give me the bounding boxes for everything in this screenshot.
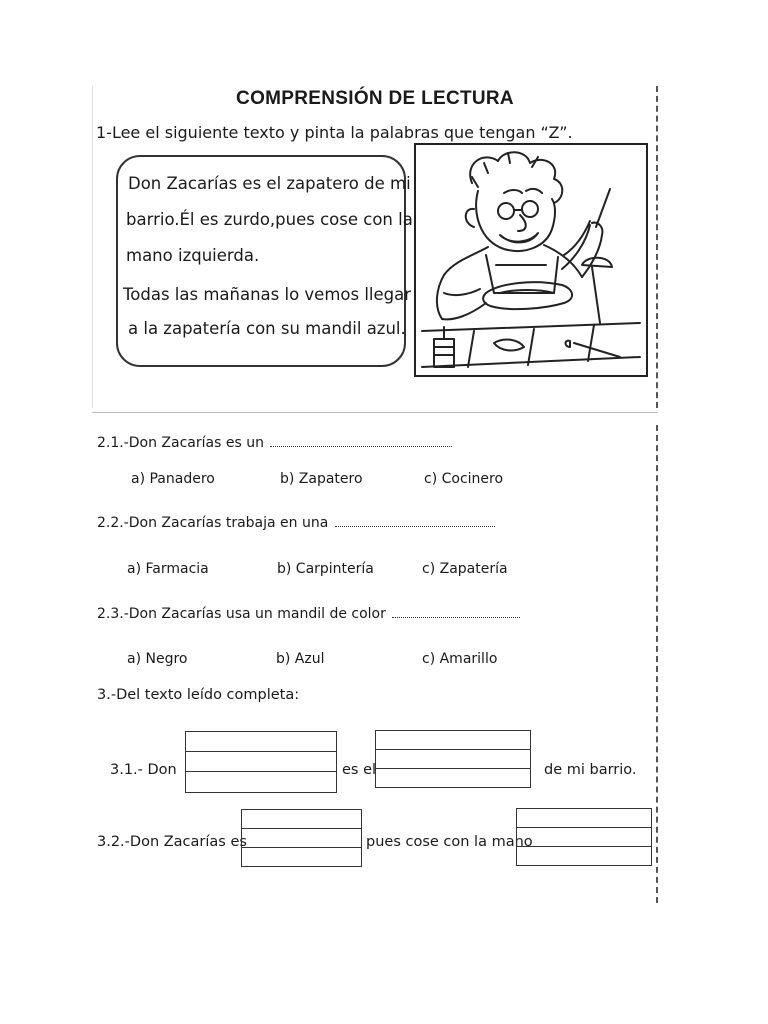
- reading-line-5: a la zapatería con su mandil azul.: [128, 319, 406, 338]
- fill-3-1-label-a: 3.1.- Don: [110, 762, 177, 778]
- fill-3-1-label-b: es el: [342, 762, 377, 778]
- fill-3-2-label-b: pues cose con la mano: [366, 834, 533, 850]
- worksheet-title: COMPRENSIÓN DE LECTURA: [236, 88, 514, 109]
- page-right-dashed-border-bottom: [656, 425, 658, 903]
- reading-line-2: barrio.Él es zurdo,pues cose con la: [126, 210, 413, 229]
- fill-3-1-label-c: de mi barrio.: [544, 762, 637, 778]
- question-2-3: [97, 606, 520, 622]
- question-2-2-prompt: 2.2.-Don Zacarías trabaja en una: [97, 515, 329, 531]
- fill-3-2-label-a: 3.2.-Don Zacarías es: [97, 834, 247, 850]
- option-2-3-b[interactable]: b) Azul: [276, 651, 325, 667]
- page-right-dashed-border-top: [656, 86, 658, 408]
- option-2-2-b[interactable]: b) Carpintería: [277, 561, 374, 577]
- question-2-2: [97, 515, 495, 531]
- answer-line-2-2[interactable]: [335, 515, 495, 527]
- question-2-1: [97, 435, 452, 451]
- answer-boxes-3-1-a[interactable]: [185, 731, 337, 793]
- page-left-edge: [92, 86, 93, 408]
- option-2-3-a[interactable]: a) Negro: [127, 651, 188, 667]
- option-2-2-c[interactable]: c) Zapatería: [422, 561, 508, 577]
- section-3-heading: 3.-Del texto leído completa:: [97, 687, 300, 703]
- answer-line-2-3[interactable]: [392, 606, 520, 618]
- question-2-1-prompt: 2.1.-Don Zacarías es un: [97, 435, 264, 451]
- reading-line-3: mano izquierda.: [126, 246, 260, 265]
- page-separator-line: [92, 412, 658, 413]
- option-2-1-b[interactable]: b) Zapatero: [280, 471, 363, 487]
- option-2-3-c[interactable]: c) Amarillo: [422, 651, 498, 667]
- shoemaker-illustration: [414, 143, 648, 377]
- reading-line-4: Todas las mañanas lo vemos llegar: [123, 285, 412, 304]
- answer-line-2-1[interactable]: [270, 435, 452, 447]
- instruction-1: 1-Lee el siguiente texto y pinta la palabras que tengan “Z”.: [96, 123, 573, 142]
- option-2-2-a[interactable]: a) Farmacia: [127, 561, 209, 577]
- option-2-1-a[interactable]: a) Panadero: [131, 471, 215, 487]
- question-2-3-prompt: 2.3.-Don Zacarías usa un mandil de color: [97, 606, 386, 622]
- answer-boxes-3-2-a[interactable]: [241, 809, 362, 867]
- answer-boxes-3-2-b[interactable]: [516, 808, 652, 866]
- answer-boxes-3-1-b[interactable]: [375, 730, 531, 788]
- option-2-1-c[interactable]: c) Cocinero: [424, 471, 504, 487]
- reading-line-1: Don Zacarías es el zapatero de mi: [128, 174, 411, 193]
